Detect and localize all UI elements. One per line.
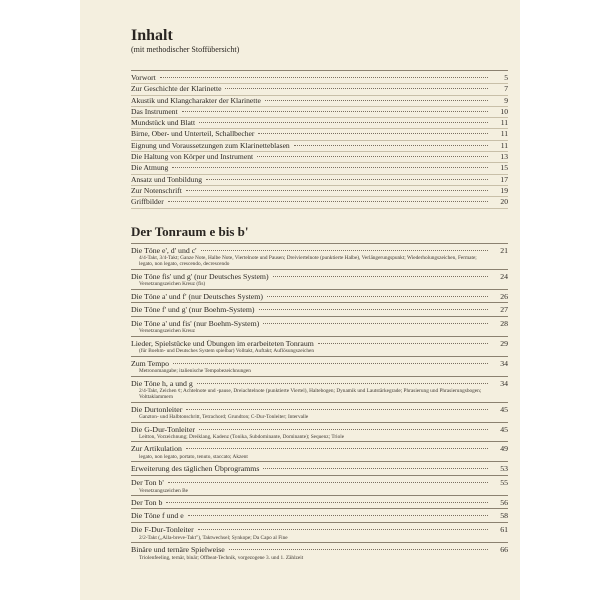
toc-entry	[131, 475, 508, 495]
toc-entry-label: Die Töne h, a und g	[131, 378, 193, 388]
toc-overview	[131, 70, 508, 209]
toc-entry	[131, 542, 508, 562]
toc-entry-line[interactable]	[131, 141, 508, 152]
toc-entry	[131, 376, 508, 402]
leader-dots	[206, 179, 488, 180]
toc-page-number: 49	[500, 444, 508, 454]
leader-dots	[225, 88, 488, 89]
toc-entry-line[interactable]	[131, 464, 508, 474]
toc-page-number: 19	[500, 185, 508, 195]
toc-entry-label: Zum Tempo	[131, 358, 170, 368]
leader-dots	[168, 201, 488, 202]
toc-entry-line[interactable]	[131, 444, 508, 454]
toc-entry-topics: Versetzungszeichen Kreuz	[139, 328, 196, 335]
toc-entry-line[interactable]	[131, 246, 508, 256]
leader-dots	[168, 482, 488, 483]
toc-page-number: 26	[500, 291, 508, 301]
toc-entry-topics: Versetzungszeichen Kreuz (fis)	[139, 281, 206, 288]
toc-entry-label: Die Töne f' und g' (nur Boehm-System)	[131, 305, 255, 315]
toc-entry-line[interactable]	[131, 152, 508, 163]
toc-entry-topics: Leitton, Vorzeichnung; Dreiklang, Kadenz (Tonika, Subdominante, Dominante); Sequenz; Triole	[139, 434, 345, 441]
toc-entry-label: Die Atmung	[131, 163, 169, 173]
toc-entry-line[interactable]	[131, 118, 508, 129]
toc-page-number: 20	[500, 197, 508, 207]
toc-entry	[131, 269, 508, 289]
leader-dots	[273, 276, 488, 277]
toc-page-number: 53	[500, 464, 508, 474]
toc-entry-line[interactable]	[131, 359, 508, 369]
toc-entry-label: Die Töne fis' und g' (nur Deutsches System)	[131, 271, 269, 281]
toc-page-number: 55	[500, 477, 508, 487]
toc-entry-line[interactable]	[131, 339, 508, 349]
section-title: Der Tonraum e bis b'	[131, 223, 249, 239]
toc-entry-label: Vorwort	[131, 73, 156, 82]
toc-entry-label: Der Ton b'	[131, 477, 164, 487]
leader-dots	[188, 515, 488, 516]
toc-page-number: 66	[500, 544, 508, 554]
leader-dots	[257, 156, 488, 157]
toc-entry-label: Die G-Dur-Tonleiter	[131, 424, 196, 434]
toc-entry-label: Zur Geschichte der Klarinette	[131, 84, 222, 94]
page-title: Inhalt	[131, 27, 173, 44]
toc-entry	[131, 336, 508, 356]
leader-dots	[263, 323, 488, 324]
toc-page-number: 61	[500, 525, 508, 535]
toc-entry-label: Griffbilder	[131, 197, 164, 207]
leader-dots	[173, 363, 488, 364]
leader-dots	[263, 468, 488, 469]
toc-entry-line[interactable]	[131, 379, 508, 389]
toc-entry-line[interactable]	[131, 498, 508, 508]
toc-entry-label: Mundstück und Blatt	[131, 118, 196, 128]
leader-dots	[318, 343, 488, 344]
document-page	[80, 0, 520, 600]
page-subtitle: (mit methodischer Stoffübersicht)	[131, 45, 240, 54]
toc-entry-label: Die Töne a' und f' (nur Deutsches System)	[131, 291, 263, 301]
toc-page-number: 27	[500, 305, 508, 315]
section-divider	[131, 70, 508, 71]
toc-entry-topics: Versetzungszeichen Be	[139, 487, 188, 494]
toc-page-number: 7	[504, 84, 508, 94]
toc-page-number: 58	[500, 511, 508, 521]
toc-entry-label: Das Instrument	[131, 106, 178, 116]
toc-entry-line[interactable]	[131, 107, 508, 118]
toc-entry-topics: Ganzton- und Halbtonschritt, Tetrachord; Grundton; C-Dur-Tonleiter; Intervalle	[139, 414, 309, 421]
leader-dots	[267, 296, 488, 297]
toc-entry-line[interactable]	[131, 405, 508, 415]
toc-entry-label: Die Töne f und e	[131, 511, 184, 521]
toc-page-number: 10	[500, 106, 508, 116]
toc-entry-topics: 2/4-Takt, Zeichen ¢; Achtelnote und -pause, Dreiachtelnote (punktierte Viertel), Haltebogen; Dynamik und Lautstärkegrade; Phrasierung und Phrasierungsbogen; Volttaklammern	[139, 388, 482, 401]
toc-entry-topics: Metronomangabe; italienische Tempobezeichnungen	[139, 368, 251, 375]
toc-entry	[131, 495, 508, 509]
toc-page-number: 11	[500, 129, 508, 139]
toc-entry	[131, 441, 508, 461]
toc-entry-line[interactable]	[131, 478, 508, 488]
toc-entry	[131, 356, 508, 376]
toc-entry-label: Die Töne a' und fis' (nur Boehm-System)	[131, 318, 260, 328]
toc-entry-label: Zur Artikulation	[131, 444, 182, 454]
leader-dots	[294, 145, 488, 146]
toc-entry-label: Akustik und Klangcharakter der Klarinette	[131, 95, 261, 105]
toc-page-number: 9	[504, 95, 508, 105]
toc-entry-line[interactable]	[131, 129, 508, 140]
toc-page-number: 45	[500, 404, 508, 414]
leader-dots	[186, 409, 488, 410]
toc-entry-topics: 2/2-Takt („Alla-breve-Takt"), Taktwechsel; Synkope; Da Capo al Fine	[139, 534, 288, 541]
toc-page-number: 15	[500, 163, 508, 173]
toc-entry-line[interactable]	[131, 292, 508, 302]
leader-dots	[201, 250, 488, 251]
toc-entry	[131, 522, 508, 542]
toc-entry-label: Die Durtonleiter	[131, 404, 183, 414]
toc-page-number: 21	[500, 245, 508, 255]
toc-entry	[131, 508, 508, 522]
toc-entry-line[interactable]	[131, 186, 508, 197]
toc-page-number: 11	[500, 140, 508, 150]
leader-dots	[258, 133, 488, 134]
toc-entry-label: Binäre und ternäre Spielweise	[131, 544, 225, 554]
toc-page-number: 17	[500, 174, 508, 184]
toc-entry	[131, 302, 508, 316]
toc-entry-label: Birne, Ober- und Unterteil, Schallbecher	[131, 129, 255, 139]
leader-dots	[259, 309, 489, 310]
toc-page-number: 28	[500, 318, 508, 328]
toc-page-number: 29	[500, 338, 508, 348]
toc-page-number: 34	[500, 378, 508, 388]
leader-dots	[160, 77, 488, 78]
toc-page-number: 5	[504, 73, 508, 82]
toc-page-number: 56	[500, 497, 508, 507]
toc-entry-line[interactable]	[131, 545, 508, 555]
leader-dots	[199, 122, 488, 123]
toc-entry-topics: (für Boehm- und Deutsches System spielbar) Volltakt, Auftakt; Auflösungszeichen	[139, 348, 315, 355]
toc-entry-topics: Triolenfeeling, ternär, binär; Offbeat-Technik, vorgezogene 3. und 1. Zählzeit	[139, 554, 304, 561]
toc-entry-label: Der Ton b	[131, 497, 163, 507]
toc-entry-label: Zur Notenschrift	[131, 185, 182, 195]
toc-entry-line[interactable]	[131, 73, 508, 84]
toc-entry-topics: legato, non legato, portato, tenuto, staccato; Akzent	[139, 454, 248, 461]
toc-entry-label: Die Haltung von Körper und Instrument	[131, 152, 254, 162]
toc-section-list	[131, 243, 508, 562]
toc-entry-line[interactable]	[131, 305, 508, 315]
leader-dots	[197, 383, 488, 384]
toc-entry-line[interactable]	[131, 163, 508, 174]
toc-entry	[131, 289, 508, 303]
toc-entry-topics: 4/4-Takt, 3/4-Takt; Ganze Note, Halbe Note, Viertelnote und Pausen; Dreiviertelnote (punktierte Halbe), Verlängerungspunkt; Wiederholungszeichen, Fermate; legato, non legato, crescendo, decrescendo	[139, 255, 477, 268]
toc-entry-line[interactable]	[131, 425, 508, 435]
toc-entry-label: Die Töne e', d' und c'	[131, 245, 197, 255]
leader-dots	[199, 429, 488, 430]
toc-entry-label: Eignung und Voraussetzungen zum Klarinetteblasen	[131, 140, 290, 150]
leader-dots	[265, 100, 488, 101]
leader-dots	[186, 190, 488, 191]
toc-entry-line[interactable]	[131, 319, 508, 329]
toc-entry	[131, 422, 508, 442]
toc-entry-line[interactable]	[131, 96, 508, 107]
toc-entry-line[interactable]	[131, 272, 508, 282]
toc-page-number: 45	[500, 424, 508, 434]
toc-entry	[131, 243, 508, 269]
toc-entry-label: Die F-Dur-Tonleiter	[131, 525, 194, 535]
toc-page-number: 13	[500, 152, 508, 162]
leader-dots	[229, 549, 488, 550]
leader-dots	[166, 502, 488, 503]
leader-dots	[172, 167, 488, 168]
toc-entry-line[interactable]	[131, 525, 508, 535]
toc-page-number: 24	[500, 271, 508, 281]
toc-page-number: 34	[500, 358, 508, 368]
toc-page-number: 11	[500, 118, 508, 128]
leader-dots	[182, 111, 488, 112]
toc-entry	[131, 461, 508, 475]
toc-entry-line[interactable]	[131, 197, 508, 208]
toc-entry-label: Lieder, Spielstücke und Übungen im erarbeiteten Tonraum	[131, 338, 314, 348]
toc-entry-label: Ansatz und Tonbildung	[131, 174, 203, 184]
leader-dots	[186, 448, 488, 449]
toc-entry-line[interactable]	[131, 84, 508, 95]
toc-entry-line[interactable]	[131, 175, 508, 186]
toc-entry-line[interactable]	[131, 511, 508, 521]
toc-entry	[131, 402, 508, 422]
toc-entry	[131, 316, 508, 336]
leader-dots	[198, 529, 488, 530]
toc-entry-label: Erweiterung des täglichen Übprogramms	[131, 464, 260, 474]
